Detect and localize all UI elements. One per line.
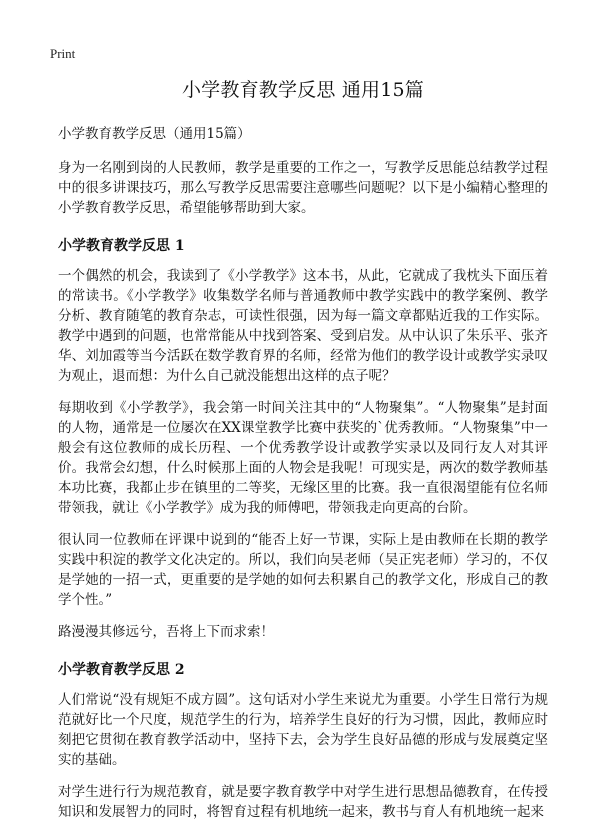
section-1-paragraph-1: 一个偶然的机会，我读到了《小学教学》这本书，从此，它就成了我枕头下面压着的常读书。《小学教学》收集数学名师与普通教师中教学实践中的教学案例、教学分析、教育随笔的教育杂志，可读性很强，因为每一篇文章都贴近我的工作实际。教学中遇到的问题，也常常能从中找到答案、受到启发。从中认识了朱乐平、张齐华、刘加霞等当今活跃在数学教育界的名师，经常为他们的教学设计或教学实录叹为观止，退而想：为什么自己就没能想出这样的点子呢？ xyxy=(58,268,548,384)
section-1-paragraph-2: 每期收到《小学教学》，我会第一时间关注其中的“人物聚集”。“人物聚集”是封面的人物，通常是一位屡次在XX课堂教学比赛中获奖的`优秀教师。“人物聚集”中一般会有这位教师的成长历程、一个优秀教学设计或教学实录以及同行友人对其评价。我常会幻想，什么时候那上面的人物会是我呢！可现实是，两次的数学教师基本功比赛，我都止步在镇里的二等奖，无缘区里的比赛。我一直很渴望能有位名师带领我，就让《小学教学》成为我的师傅吧，带领我走向更高的台阶。 xyxy=(58,400,548,516)
section-1-paragraph-4: 路漫漫其修远兮，吾将上下而求索！ xyxy=(58,624,274,640)
document-subtitle: 小学教育教学反思（通用15篇） xyxy=(58,126,251,142)
document-title: 小学教育教学反思 通用15篇 xyxy=(181,79,425,101)
section-heading-1: 小学教育教学反思 1 xyxy=(58,238,185,254)
document-body xyxy=(58,78,548,834)
section-1-paragraph-3: 很认同一位教师在评课中说到的“能否上好一节课，实际上是由教师在长期的教学实践中积淀的教学文化决定的。所以，我们向吴老师（吴正宪老师）学习的，不仅是学她的一招一式，更重要的是学她的如何去积累自己的教学文化，形成自己的教学个性。” xyxy=(58,532,548,608)
intro-paragraph: 身为一名刚到岗的人民教师，教学是重要的工作之一，写教学反思能总结教学过程中的很多讲课技巧，那么写教学反思需要注意哪些问题呢？以下是小编精心整理的小学教育教学反思，希望能够帮助到大家。 xyxy=(58,160,548,216)
section-heading-2: 小学教育教学反思 2 xyxy=(58,662,185,678)
print-link[interactable]: Print xyxy=(50,46,76,61)
section-2-paragraph-1: 人们常说“没有规矩不成方圆”。这句话对小学生来说尤为重要。小学生日常行为规范就好比一个尺度，规范学生的行为，培养学生良好的行为习惯，因此，教师应时刻把它贯彻在教育教学活动中，坚持下去，会为学生良好品德的形成与发展奠定坚实的基础。 xyxy=(58,692,548,768)
section-2-paragraph-2: 对学生进行行为规范教育，就是要字教育教学中对学生进行思想品德教育，在传授知识和发展智力的同时，将智育过程有机地统一起来，教书与育人有机地统一起来 xyxy=(58,784,548,820)
